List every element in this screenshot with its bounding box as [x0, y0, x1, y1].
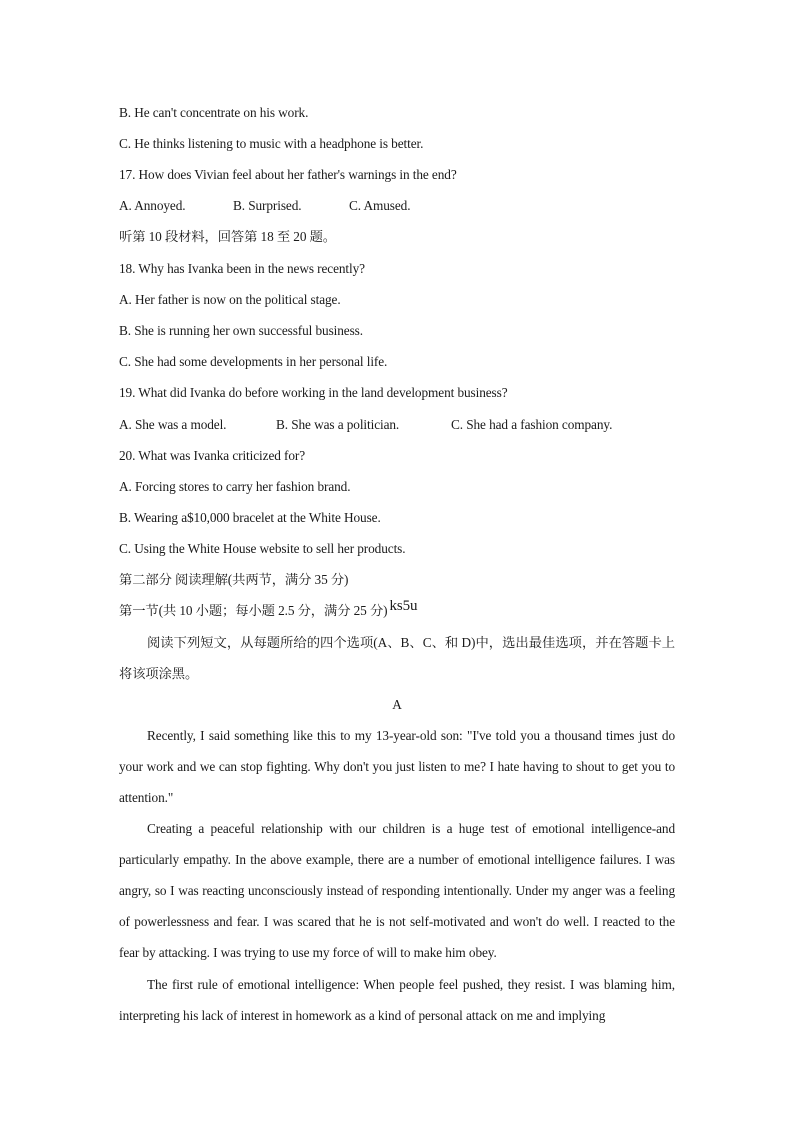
q17-option-a: A. Annoyed. [119, 198, 186, 213]
q19-option-b: B. She was a politician. [276, 417, 400, 432]
q18-option-a: A. Her father is now on the political stage. [119, 292, 341, 307]
question-20: 20. What was Ivanka criticized for? [119, 448, 306, 463]
q16-option-c: C. He thinks listening to music with a headphone is better. [119, 136, 424, 151]
q19-option-c: C. She had a fashion company. [451, 417, 613, 432]
q19-options [119, 417, 612, 433]
question-19: 19. What did Ivanka do before working in the land development business? [119, 385, 508, 400]
q16-option-b: B. He can't concentrate on his work. [119, 105, 309, 120]
section-1-text: 第一节(共 10 小题；每小题 2.5 分，满分 25 分) [119, 603, 388, 618]
section-10-heading: 听第 10 段材料，回答第 18 至 20 题。 [119, 229, 336, 244]
question-17: 17. How does Vivian feel about her father's warnings in the end? [119, 167, 457, 182]
q18-option-c: C. She had some developments in her personal life. [119, 354, 388, 369]
watermark-mark: ks5u [389, 598, 418, 614]
instructions: 阅读下列短文，从每题所给的四个选项(A、B、C、和 D)中，选出最佳选项，并在答题卡上将该项涂黑。 [119, 635, 675, 681]
q20-option-a: A. Forcing stores to carry her fashion brand. [119, 479, 351, 494]
q17-option-b: B. Surprised. [233, 198, 302, 213]
passage-paragraph-3: The first rule of emotional intelligence: When people feel pushed, they resist. I was blaming him, interpreting his lack of interest in homework as a kind of personal attack on me and implying [119, 977, 675, 1023]
q17-option-c: C. Amused. [349, 198, 411, 213]
q17-options [119, 198, 410, 214]
question-18: 18. Why has Ivanka been in the news recently? [119, 261, 365, 276]
passage-paragraph-2: Creating a peaceful relationship with our children is a huge test of emotional intelligence-and particularly empathy. In the above example, there are a number of emotional intelligence failures. I was angry, so I was reacting unconsciously instead of responding intentionally. Under my anger was a feeling of powerlessness and fear. I was scared that he is not self-motivated and won't do well. I reacted to the fear by attacking. I was trying to use my force of will to make him obey. [119, 821, 675, 960]
section-1-heading [119, 598, 418, 619]
q19-option-a: A. She was a model. [119, 417, 227, 432]
q20-option-b: B. Wearing a$10,000 bracelet at the White House. [119, 510, 381, 525]
passage-label: A [392, 697, 402, 712]
passage-paragraph-1: Recently, I said something like this to my 13-year-old son: "I've told you a thousand times just do your work and we can stop fighting. Why don't you just listen to me? I hate having to shout to get you to attention." [119, 728, 675, 805]
q18-option-b: B. She is running her own successful business. [119, 323, 363, 338]
q20-option-c: C. Using the White House website to sell her products. [119, 541, 406, 556]
part-2-heading: 第二部分 阅读理解(共两节，满分 35 分) [119, 572, 349, 587]
